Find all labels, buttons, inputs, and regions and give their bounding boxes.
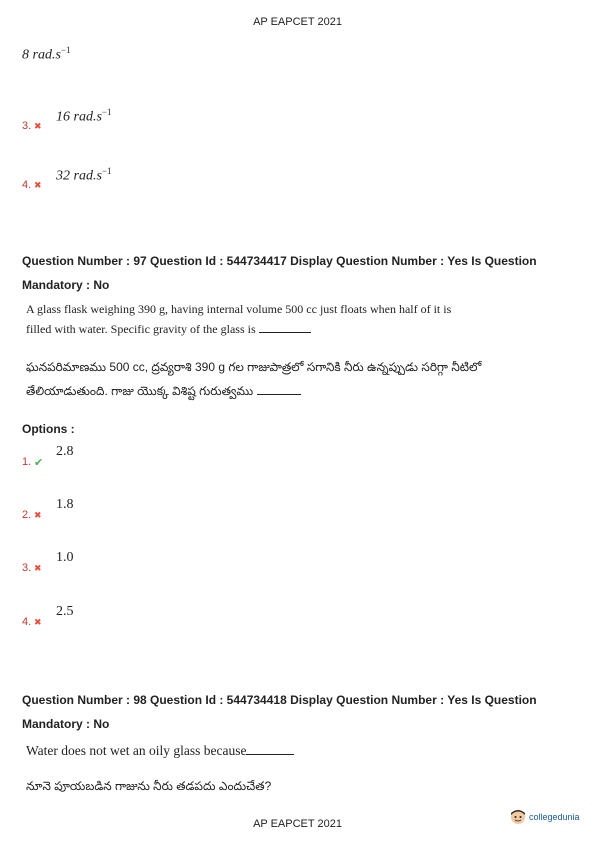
mascot-icon	[509, 808, 527, 826]
option-exponent: −1	[101, 106, 112, 117]
answer-blank	[246, 744, 294, 755]
option-number: 1.	[22, 456, 32, 468]
cross-icon: ✖	[34, 120, 42, 131]
collegedunia-logo	[509, 808, 580, 826]
question-heading: Question Number : 97 Question Id : 544734417 Display Question Number : Yes Is Question	[22, 254, 537, 268]
mandatory-label: Mandatory : No	[22, 278, 110, 292]
question-text: Water does not wet an oily glass because	[26, 741, 294, 761]
option-value: 16 rad.s	[56, 109, 102, 125]
option-value: 1.8	[56, 497, 74, 512]
option-number: 3.	[22, 562, 32, 574]
option-value: 2.8	[56, 444, 74, 459]
question-text	[26, 299, 451, 339]
option-row	[22, 499, 74, 519]
option-number: 3.	[22, 120, 32, 132]
options-label: Options :	[22, 422, 75, 436]
option-value: 1.0	[56, 550, 74, 565]
option-exponent: −1	[60, 44, 71, 55]
option-number: 4.	[22, 616, 32, 628]
option-value: 32 rad.s	[56, 168, 102, 184]
option-row	[22, 106, 112, 132]
mandatory-label: Mandatory : No	[22, 717, 110, 731]
option-row	[22, 165, 112, 191]
question-text-telugu	[26, 774, 271, 798]
check-icon: ✔	[34, 456, 44, 469]
cross-icon: ✖	[34, 509, 42, 520]
page-header: AP EAPCET 2021	[253, 16, 342, 28]
question-text-telugu	[26, 355, 481, 403]
cross-icon: ✖	[34, 562, 42, 573]
telugu-line: నూనె పూయబడిన గాజును నీరు తడపదు ఎందుచేత?	[26, 779, 272, 793]
telugu-line: తేలియాడుతుంది. గాజు యొక్క విశిష్ట గురుత్వము	[26, 379, 481, 403]
option-exponent: −1	[101, 165, 112, 176]
option-value: 2.5	[56, 604, 74, 619]
answer-blank	[257, 384, 301, 395]
question-heading: Question Number : 98 Question Id : 544734418 Display Question Number : Yes Is Question	[22, 693, 537, 707]
telugu-line: ఘనపరిమాణము 500 cc, ద్రవ్యరాశి 390 g గల గాజుపాత్రలో సగానికి నీరు ఉన్నప్పుడు సరిగ్గా నీటిలో	[26, 360, 482, 374]
option-value: 8 rad.s	[22, 47, 61, 63]
option-row	[22, 444, 74, 469]
cross-icon: ✖	[34, 179, 42, 190]
option-row	[22, 44, 70, 64]
logo-text: collegedunia	[529, 811, 580, 822]
page-footer: AP EAPCET 2021	[253, 818, 342, 830]
question-text-line: filled with water. Specific gravity of the glass is	[26, 319, 451, 339]
option-number: 2.	[22, 509, 32, 521]
option-number: 4.	[22, 179, 32, 191]
cross-icon: ✖	[34, 616, 42, 627]
option-row	[22, 552, 74, 572]
option-row	[22, 606, 74, 626]
question-text-line: A glass flask weighing 390 g, having internal volume 500 cc just floats when half of it is	[26, 302, 452, 316]
answer-blank	[259, 322, 311, 333]
